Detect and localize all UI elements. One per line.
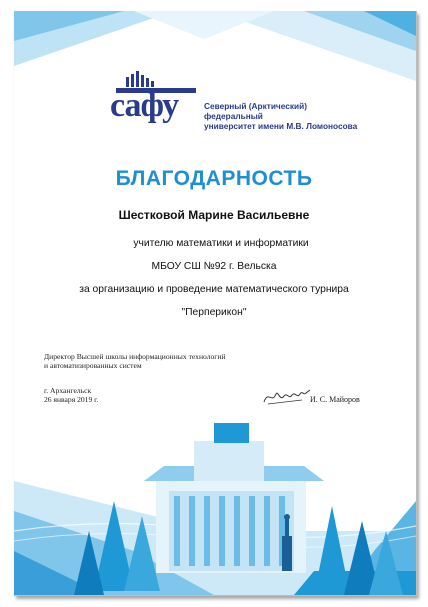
logo-text: сафу	[110, 87, 179, 124]
place-date	[44, 386, 98, 404]
certificate-title: БЛАГОДАРНОСТЬ	[115, 167, 313, 190]
tournament-name: "Перперикон"	[181, 307, 247, 318]
date: 26 января 2019 г.	[44, 395, 99, 404]
university-name-line2: университет имени М.В. Ломоносова	[204, 121, 358, 131]
recipient-school: МБОУ СШ №92 г. Вельска	[151, 261, 277, 272]
signature-icon	[262, 384, 312, 408]
director-title-line1: Директор Высшей школы информационных технологий	[44, 352, 226, 361]
reason-text: за организацию и проведение математического турнира	[79, 284, 349, 295]
signer-name: И. С. Майоров	[310, 395, 360, 404]
recipient-position: учителю математики и информатики	[133, 238, 309, 249]
director-title-line2: и автоматизированных систем	[44, 361, 142, 370]
director-title	[44, 352, 284, 370]
university-name-line1: Северный (Арктический) федеральный	[204, 101, 307, 121]
city: г. Архангельск	[44, 386, 92, 395]
university-logo	[106, 71, 356, 131]
university-name	[204, 101, 364, 131]
building-illustration	[144, 423, 324, 573]
certificate-page	[14, 11, 417, 596]
recipient-name: Шестковой Марине Васильевне	[118, 208, 310, 222]
top-triangle-center	[134, 11, 274, 39]
